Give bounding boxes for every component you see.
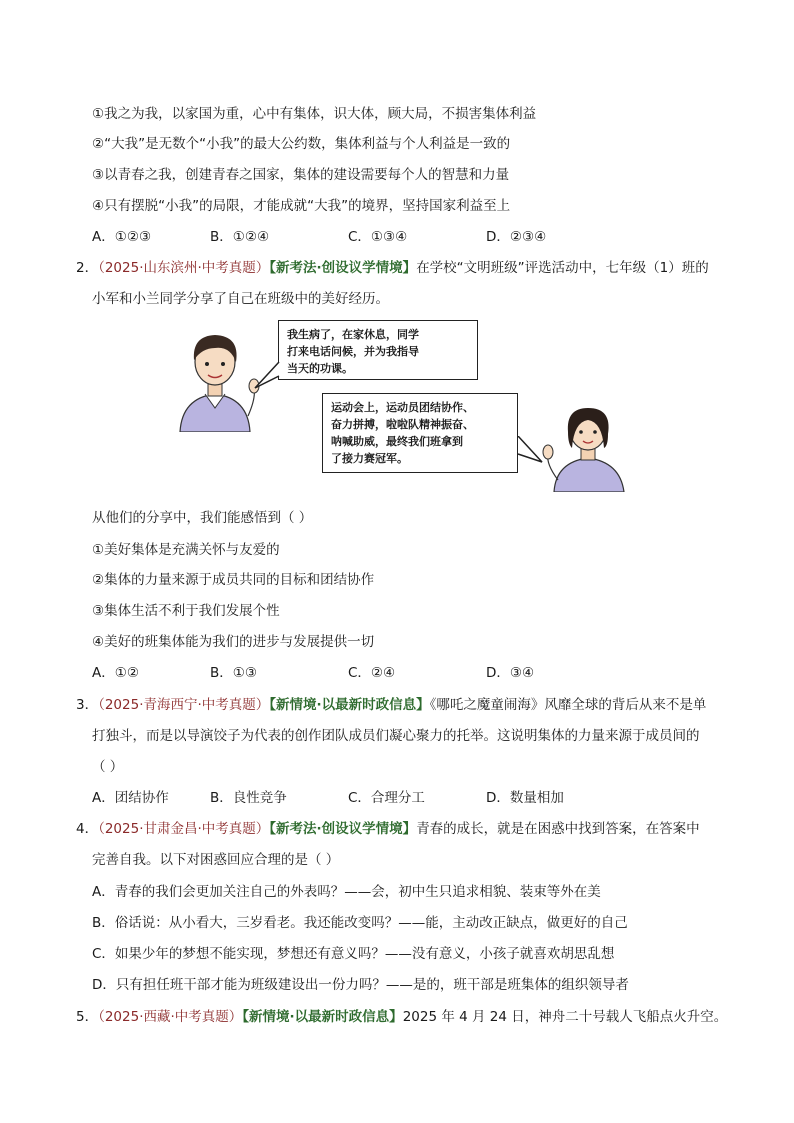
q3-stem-1: 《哪吒之魔童闹海》风靡全球的背后从来不是单 [429, 697, 707, 713]
q2-stem-1: 在学校“文明班级”评选活动中，七年级（1）班的 [416, 260, 709, 276]
girl-speech-bubble: 运动会上，运动员团结协作、 奋力拼搏，啦啦队精神振奋、 呐喊助威，最终我们班拿到 了接力赛冠军。 [322, 393, 518, 473]
q5-number: 5． [76, 1009, 99, 1025]
boy-speech-bubble: 我生病了，在家休息，同学 打来电话问候，并为我指导 当天的功课。 [278, 320, 478, 380]
q1-statement-2: ②“大我”是无数个“小我”的最大公约数，集体利益与个人利益是一致的 [92, 136, 511, 152]
q2-stem-2: 小军和小兰同学分享了自己在班级中的美好经历。 [92, 291, 389, 307]
girl-illustration [536, 400, 632, 492]
q3-source: （2025·青海西宁·中考真题） [98, 697, 270, 713]
q4-option-a: A．青春的我们会更加关注自己的外表吗？——会，初中生只追求相貌、装束等外在美 [92, 884, 601, 900]
q3-tag: 【新情境·以最新时政信息】 [269, 697, 430, 713]
q1-option-b: B．①②④ [210, 229, 270, 245]
q4-option-d: D．只有担任班干部才能为班级建设出一份力吗？——是的，班干部是班集体的组织领导者 [92, 977, 629, 993]
q3-stem-3: （ ） [92, 759, 124, 775]
q2-statement-3: ③集体生活不利于我们发展个性 [92, 603, 280, 619]
q2-statement-2: ②集体的力量来源于成员共同的目标和团结协作 [92, 572, 375, 588]
q5-stem-line-1 [76, 1007, 727, 1027]
q1-option-a: A．①②③ [92, 229, 152, 245]
q3-number: 3． [76, 697, 99, 713]
q4-option-c: C．如果少年的梦想不能实现，梦想还有意义吗？——没有意义，小孩子就喜欢胡思乱想 [92, 946, 615, 962]
q5-tag: 【新情境·以最新时政信息】 [242, 1009, 403, 1025]
boy-illustration [170, 326, 260, 432]
q2-option-c: C．②④ [348, 665, 396, 681]
q2-statement-1: ①美好集体是充满关怀与友爱的 [92, 542, 280, 558]
q5-stem-1: 2025 年 4 月 24 日，神舟二十号载人飞船点火升空。 [402, 1009, 728, 1025]
q4-source: （2025·甘肃金昌·中考真题） [98, 821, 270, 837]
q2-tag: 【新考法·创设议学情境】 [269, 260, 417, 276]
q2-option-b: B．①③ [210, 665, 257, 681]
q1-option-d: D．②③④ [486, 229, 547, 245]
q3-stem-line-1 [76, 695, 706, 715]
q4-tag: 【新考法·创设议学情境】 [269, 821, 417, 837]
q2-number: 2． [76, 260, 99, 276]
q4-option-b: B．俗话说：从小看大，三岁看老。我还能改变吗？——能，主动改正缺点，做更好的自己 [92, 915, 628, 931]
q4-stem-2: 完善自我。以下对困惑回应合理的是（ ） [92, 852, 340, 868]
q1-statement-3: ③以青春之我，创建青春之国家，集体的建设需要每个人的智慧和力量 [92, 167, 510, 183]
q5-source: （2025·西藏·中考真题） [98, 1009, 243, 1025]
q3-option-c: C．合理分工 [348, 790, 425, 806]
q4-stem-line-1 [76, 819, 700, 839]
q1-option-c: C．①③④ [348, 229, 408, 245]
q3-option-d: D．数量相加 [486, 790, 564, 806]
q2-stem-line-1 [76, 258, 709, 278]
q2-question: 从他们的分享中，我们能感悟到（ ） [92, 510, 313, 526]
q1-statement-4: ④只有摆脱“小我”的局限，才能成就“大我”的境界，坚持国家利益至上 [92, 198, 511, 214]
q2-option-a: A．①② [92, 665, 139, 681]
q1-statement-1: ①我之为我，以家国为重，心中有集体，识大体，顾大局，不损害集体利益 [92, 106, 537, 122]
q2-source: （2025·山东滨州·中考真题） [98, 260, 270, 276]
q4-stem-1: 青春的成长，就是在困惑中找到答案，在答案中 [416, 821, 700, 837]
q2-statement-4: ④美好的班集体能为我们的进步与发展提供一切 [92, 634, 375, 650]
q3-stem-2: 打独斗，而是以导演饺子为代表的创作团队成员们凝心聚力的托举。这说明集体的力量来源于成员间的 [92, 728, 700, 744]
q2-option-d: D．③④ [486, 665, 535, 681]
q4-number: 4． [76, 821, 99, 837]
boy-bubble-tail [253, 362, 283, 390]
q3-option-b: B．良性竞争 [210, 790, 287, 806]
q3-option-a: A．团结协作 [92, 790, 169, 806]
